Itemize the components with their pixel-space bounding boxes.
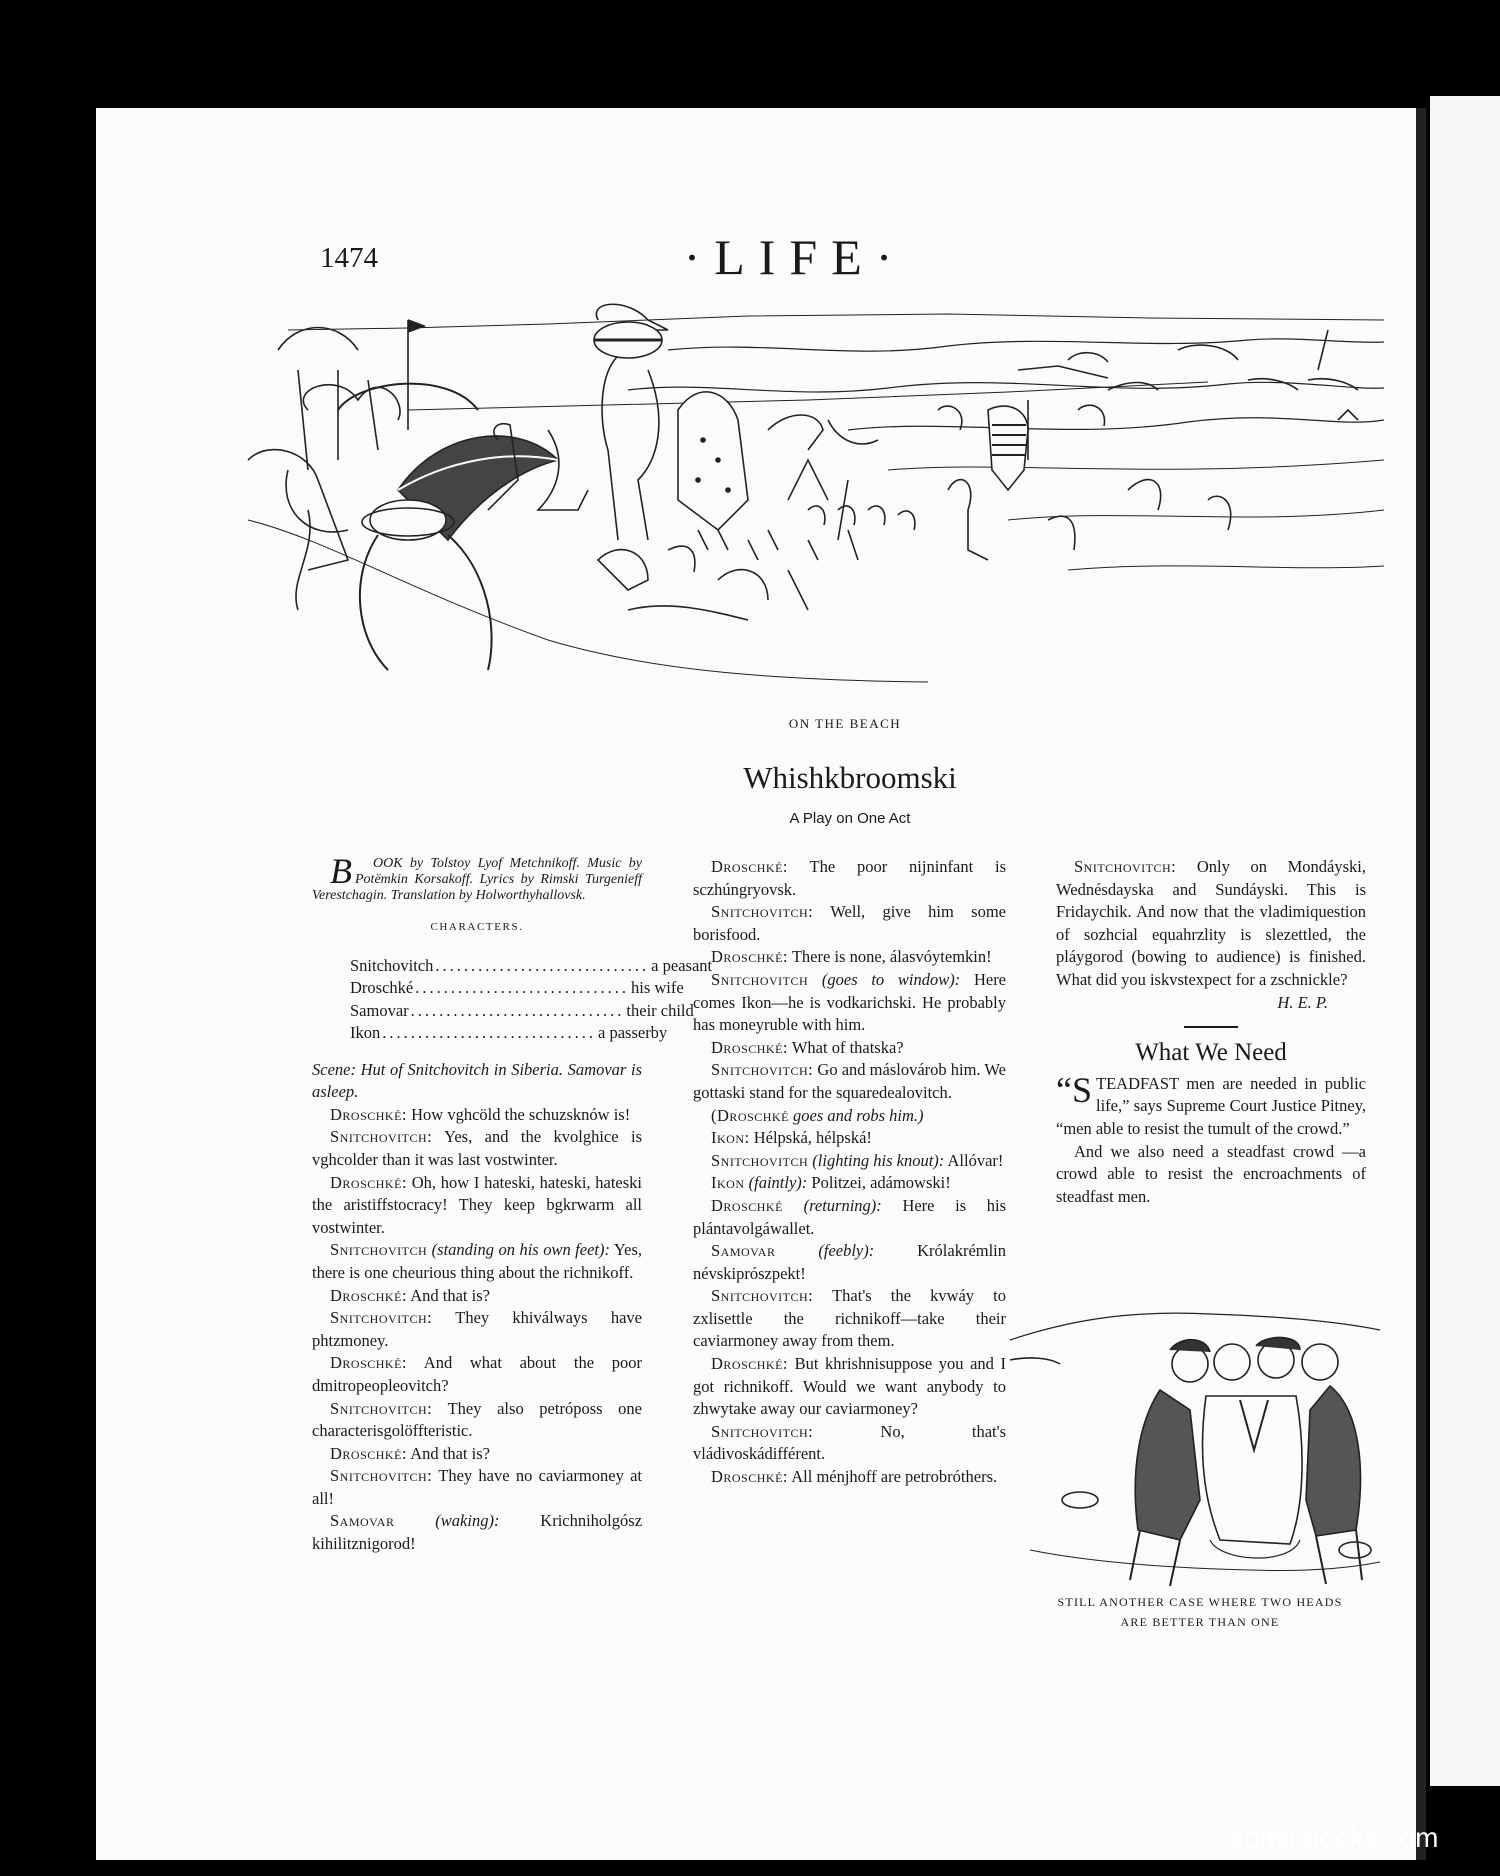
dialogue-text: Well, give him some borisfood. [693,902,1006,944]
cast-name: Droschké [350,978,414,998]
dialogue-col2 [693,856,1006,1489]
drop-cap-letter: S [1071,1069,1093,1110]
speaker-name: Droschké: [711,1037,789,1057]
dialogue-text: Here is his plántavolgáwallet. [693,1195,1007,1238]
couple-caption [1030,1592,1370,1632]
dialogue-line [693,901,1006,946]
dialogue-line [693,856,1006,901]
illustration-caption: ON THE BEACH [788,716,902,731]
cast-role: their child [626,1000,694,1020]
dialogue-text: Politzei, adámowski! [811,1173,951,1193]
dialogue-text: No, that's vládivoskádifférent. [693,1421,1006,1464]
page-number: 1474 [320,242,378,274]
scene-direction: Scene: Hut of Snitchovitch in Siberia. Samovar is asleep. [312,1059,642,1102]
dialogue-line [693,1195,1006,1240]
dialogue-text: What of thatska? [791,1037,904,1057]
dialogue-line [693,1353,1006,1421]
speaker-name: Droschké: [330,1353,408,1373]
dialogue-text: And that is? [410,1443,490,1463]
text-column-1 [312,851,713,1556]
characters-heading: CHARACTERS. [430,921,524,933]
masthead-title: ·LIFE· [683,229,907,285]
dialogue-text: Królakrémlin névskiprószpekt! [693,1241,1007,1283]
leader-dots: .............................. [410,1000,625,1020]
speaker-name: Snitchovitch: [330,1398,433,1418]
beach-illustration [248,310,1384,700]
dialogue-text: And that is? [410,1285,490,1305]
speaker-name: Snitchovitch: [711,1421,814,1441]
stage-direction: (lighting his knout): [812,1150,945,1170]
dialogue-text: Go and máslovárob him. We gottaski stand for the squaredealovitch. [693,1060,1006,1102]
text-column-2 [693,856,1006,1489]
speaker-name: Snitchovitch: [330,1466,433,1486]
dialogue-line [312,1443,642,1466]
dialogue-line [693,1059,1006,1104]
dialogue-text: There is none, álasvóytemkin! [791,947,992,967]
caption-line-2: ARE BETTER THAN ONE [1120,1615,1280,1629]
speaker-name: Droschké [711,1195,783,1215]
speaker-name: Snitchovitch: [330,1127,433,1147]
dialogue-text: The poor nijninfant is sczhúngryovsk. [693,857,1007,899]
cast-row [350,1000,694,1023]
dialogue-text: Krichniholgósz kihilitznigorod! [312,1511,643,1554]
dialogue-line [312,1172,642,1240]
dialogue-line [693,1240,1006,1285]
cast-name: Snitchovitch [350,955,434,975]
speaker-name: Droschké: [330,1443,408,1463]
author-initials: H. E. P. [1277,992,1328,1012]
dialogue-line [693,1172,1006,1195]
dialogue-line [693,1127,1006,1150]
dialogue-line [312,1104,642,1127]
speaker-name: Droschké: [711,857,789,876]
cast-role: a passerby [598,1023,668,1043]
cast-row [350,977,684,1000]
speaker-name: Ikon [711,1173,745,1193]
speaker-name: Snitchovitch [711,969,809,989]
dialogue-text: Allóvar! [947,1150,1004,1170]
dialogue-line [312,1398,642,1443]
dialogue-text: That's the kvwáy to zxlisettle the richnikoff—take their caviarmoney away from them. [693,1286,1006,1351]
leader-dots: .............................. [415,978,629,998]
dialogue-line [312,1307,642,1352]
dialogue-line [693,1105,1006,1128]
play-title: Whishkbroomski [743,760,957,795]
dialogue-line [693,1285,1006,1353]
dialogue-text: They also petróposs one characterisgolöffteristic. [312,1398,642,1441]
stage-direction: (returning): [803,1195,882,1215]
dialogue-text: All ménjhoff are petrobróthers. [791,1467,998,1487]
caption-line-1: STILL ANOTHER CASE WHERE TWO HEADS [1057,1595,1343,1609]
dialogue-line [312,1510,642,1555]
cast-list [350,955,713,1045]
dialogue-line [693,946,1006,969]
stage-direction: goes and robs him.) [793,1105,924,1125]
speaker-name: Droschké: [330,1104,408,1124]
dialogue-text: Yes, and the kvolghice is vghcolder than it was last vostwinter. [312,1127,643,1169]
section-divider [1184,1026,1238,1028]
dialogue-line [312,1126,642,1171]
speaker-name: Snitchovitch: [330,1308,433,1328]
speaker-name: Samovar [711,1241,776,1261]
cast-role: his wife [630,978,684,998]
leader-dots: .............................. [382,1023,596,1043]
speaker-name: (Droschké [711,1105,789,1125]
speaker-name: Snitchovitch [711,1150,809,1170]
speaker-name: Droschké: [330,1172,408,1192]
dialogue-line [693,1421,1006,1466]
dialogue-text: Oh, how I hateski, hateski, hateski the aristiffstocracy! They keep bgkrwarm all vostwinter. [312,1172,642,1237]
dialogue-line [312,1285,642,1308]
dialogue-text: They khiválways have phtzmoney. [312,1308,643,1350]
dialogue-line [312,1465,642,1510]
speaker-name: Snitchovitch: [1074,857,1177,876]
section-title: What We Need [1135,1039,1287,1067]
drop-cap [1056,1069,1093,1110]
need-paragraph-2: And we also need a steadfast crowd —a crowd able to resist the encroachments of steadfast men. [1056,1141,1366,1206]
dialogue-line [312,1239,642,1284]
dialogue-line [693,1150,1006,1173]
drop-cap: B [330,851,352,891]
play-credits [312,851,642,904]
dialogue-text: And what about the poor dmitropeopleovitch? [312,1353,642,1395]
cast-row [350,1022,668,1045]
stage-direction: (faintly): [748,1173,808,1193]
facing-page-edge [1430,96,1500,1786]
leader-dots: .............................. [435,955,650,975]
couple-illustration [1010,1300,1380,1590]
dialogue-text: Yes, there is one cheurious thing about the richnikoff. [312,1240,642,1282]
speaker-name: Droschké: [711,1467,789,1487]
dialogue-text: Hélpská, hélpská! [753,1128,872,1148]
text-column-3 [1056,856,1366,1208]
dialogue-text: They have no caviarmoney at all! [312,1466,643,1508]
need-text-1: TEADFAST men are needed in public life,” says Supreme Court Justice Pitney, “men able to resist the tumult of the crowd.” [1056,1073,1366,1138]
dialogue-text: How vghcöld the schuzsknów is! [411,1104,631,1124]
watermark-text: comicbooks.com [1230,1822,1439,1853]
dialogue-line [693,1037,1006,1060]
binding-gutter [1416,108,1426,1860]
cast-name: Samovar [350,1000,409,1020]
dialogue-line [693,1466,1006,1489]
play-subtitle: A Play on One Act [789,810,911,827]
dialogue-col3 [1056,856,1366,992]
speaker-name: Samovar [330,1511,395,1531]
speaker-name: Snitchovitch: [711,902,814,922]
credits-text: OOK by Tolstoy Lyof Metchnikoff. Music by Potëmkin Korsakoff. Lyrics by Rimski Turgenieff Verestchagin. Translation by Holworthyhallovsk. [312,856,642,903]
cast-row [350,955,713,978]
speaker-name: Ikon: [711,1128,750,1148]
cast-name: Ikon [350,1023,381,1043]
stage-direction: (waking): [435,1511,500,1531]
dialogue-line [1056,856,1366,992]
speaker-name: Droschké: [711,947,789,967]
speaker-name: Droschké: [711,1354,789,1374]
speaker-name: Snitchovitch: [711,1060,814,1080]
drop-cap-quote: “ [1056,1069,1072,1110]
dialogue-line [312,1352,642,1397]
stage-direction: (goes to window): [821,969,961,989]
dialogue-text: But khrishnisuppose you and I got richnikoff. Would we want anybody to zhwytake away our caviarmoney? [693,1354,1006,1419]
speaker-name: Snitchovitch: [711,1286,814,1306]
dialogue-line [693,969,1006,1037]
cast-role: a peasant [651,955,713,975]
need-paragraph-1 [1056,1069,1366,1141]
dialogue-text: Only on Mondáyski, Wednésdayska and Sundáyski. This is Fridaychik. And now that the vladimiquestion of sozhcial equahrzlity is slezettled, the pláygorod (bowing to audience) is finished. What did you iskvstexpect for a zschnickle? [1056,857,1367,989]
dialogue-col1 [312,1104,642,1556]
speaker-name: Droschké: [330,1285,408,1305]
speaker-name: Snitchovitch [330,1240,428,1260]
stage-direction: (feebly): [818,1241,875,1261]
stage-direction: (standing on his own feet): [431,1240,610,1260]
dialogue-text: Here comes Ikon—he is vodkarichski. He probably has moneyruble with him. [693,969,1007,1035]
